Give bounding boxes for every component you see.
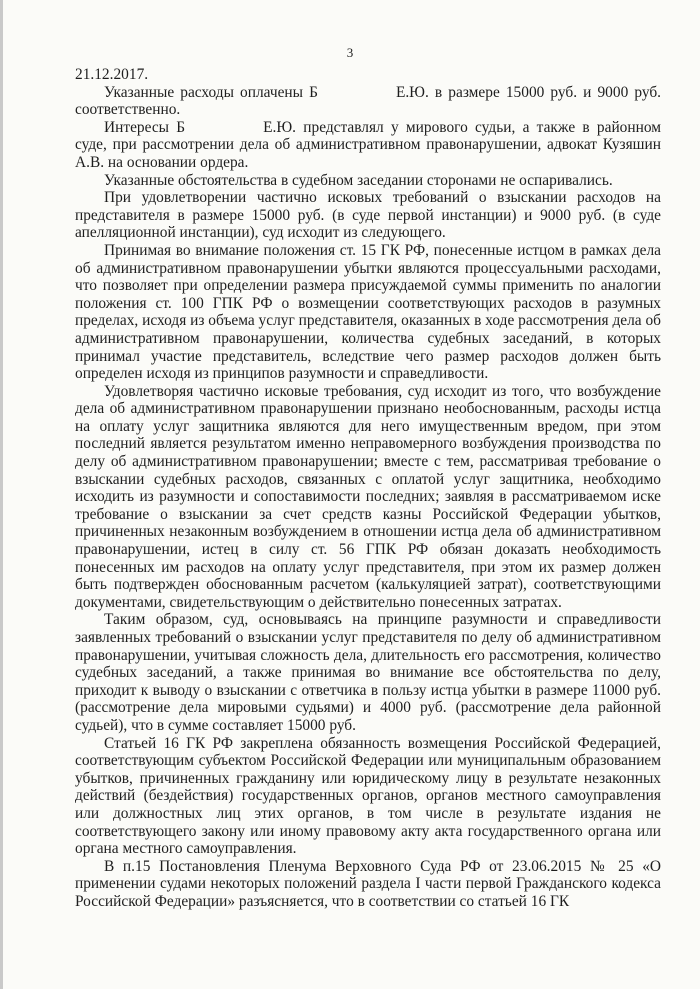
paragraph-expenses-paid: [75, 84, 661, 119]
representation-text-before-redaction: Интересы Б: [104, 118, 186, 136]
paragraph-partial-satisfaction: При удовлетворении частично исковых требований о взыскании расходов на представителя в размере 15000 руб. (в суде первой инстанции) и 9000 руб. (в суде апелляционной инстанции), суд исходит из следующего.: [75, 189, 661, 242]
date-line: 21.12.2017.: [75, 66, 149, 83]
paragraph-article-16: Статьей 16 ГК РФ закреплена обязанность возмещения Российской Федерацией, соответствующим субъектом Российской Федерации или муниципальным образованием убытков, причиненных гражданину или юридическому лицу в результате незаконных действий (бездействия) государственных органов, органов местного самоуправления или должностных лиц этих органов, в том числе в результате издания не соответствующего закону или иному правовому акту акта государственного органа или органа местного самоуправления.: [75, 734, 661, 858]
paragraph-plenum-ruling: В п.15 Постановления Пленума Верховного Суда РФ от 23.06.2015 № 25 «О применении судами некоторых положений раздела I части первой Гражданского кодекса Российской Федерации» разъясняется, что в соответствии со статьей 16 ГК: [75, 857, 661, 910]
paragraph-conclusion: Таким образом, суд, основываясь на принципе разумности и справедливости заявленных требований о взыскании услуг представителя по делу об административном правонарушении, учитывая сложность дела, длительность его рассмотрения, количество судебных заседаний, а также принимая во внимание все обстоятельства по делу, приходит к выводу о взыскании с ответчика в пользу истца убытки в размере 11000 руб. (рассмотрение дела мировыми судьями) и 4000 руб. (рассмотрение дела районной судьей), что в сумме составляет 15000 руб.: [75, 611, 661, 734]
scan-edge: [0, 0, 3, 989]
expenses-text-after-redaction: Е.Ю. в размере 15000 руб. и 9000 руб. соответственно.: [75, 83, 662, 119]
representation-text-after-redaction: Е.Ю. представлял у мирового судьи, а также в районном суде, при рассмотрении дела об административном правонарушении, адвокат Кузяшин А.В. на основании ордера.: [75, 118, 661, 171]
paragraph-representation: [75, 119, 661, 172]
document-body: [75, 66, 661, 911]
paragraph-article-15: Принимая во внимание положения ст. 15 ГК РФ, понесенные истцом в рамках дела об административном правонарушении убытки являются процессуальными расходами, что позволяет при определении размера присуждаемой суммы применить по аналогии положения ст. 100 ГПК РФ о возмещении соответствующих расходов в разумных пределах, исходя из объема услуг представителя, оказанных в ходе рассмотрения дела об административном правонарушении, количества судебных заседаний, в которых принимал участие представитель, вследствие чего размер расходов должен быть определен исходя из принципов разумности и справедливости.: [75, 241, 661, 383]
paragraph-not-disputed: Указанные обстоятельства в судебном заседании сторонами не оспаривались.: [104, 171, 613, 189]
expenses-text-before-redaction: Указанные расходы оплачены Б: [104, 83, 318, 101]
page-number: 3: [346, 45, 354, 60]
paragraph-satisfying-claims: Удовлетворяя частично исковые требования, суд исходит из того, что возбуждение дела об административном правонарушении признано необоснованным, расходы истца на оплату услуг защитника являются для него имущественным вредом, при этом последний является результатом именно неправомерного возбуждения производства по делу об административном правонарушении; вместе с тем, рассматривая требование о взыскании судебных расходов, связанных с оплатой услуг защитника, необходимо исходить из разумности и сопоставимости последних; заявляя в рассматриваемом иске требование о взыскании за счет средств казны Российской Федерации убытков, причиненных незаконным возбуждением в отношении истца дела об административном правонарушении, истец в силу ст. 56 ГПК РФ обязан доказать необходимость понесенных им расходов на оплату услуг представителя, при этом их размер должен быть подтвержден обоснованным расчетом (калькуляцией затрат), соответствующими документами, свидетельствующим о действительно понесенных затратах.: [75, 382, 661, 611]
